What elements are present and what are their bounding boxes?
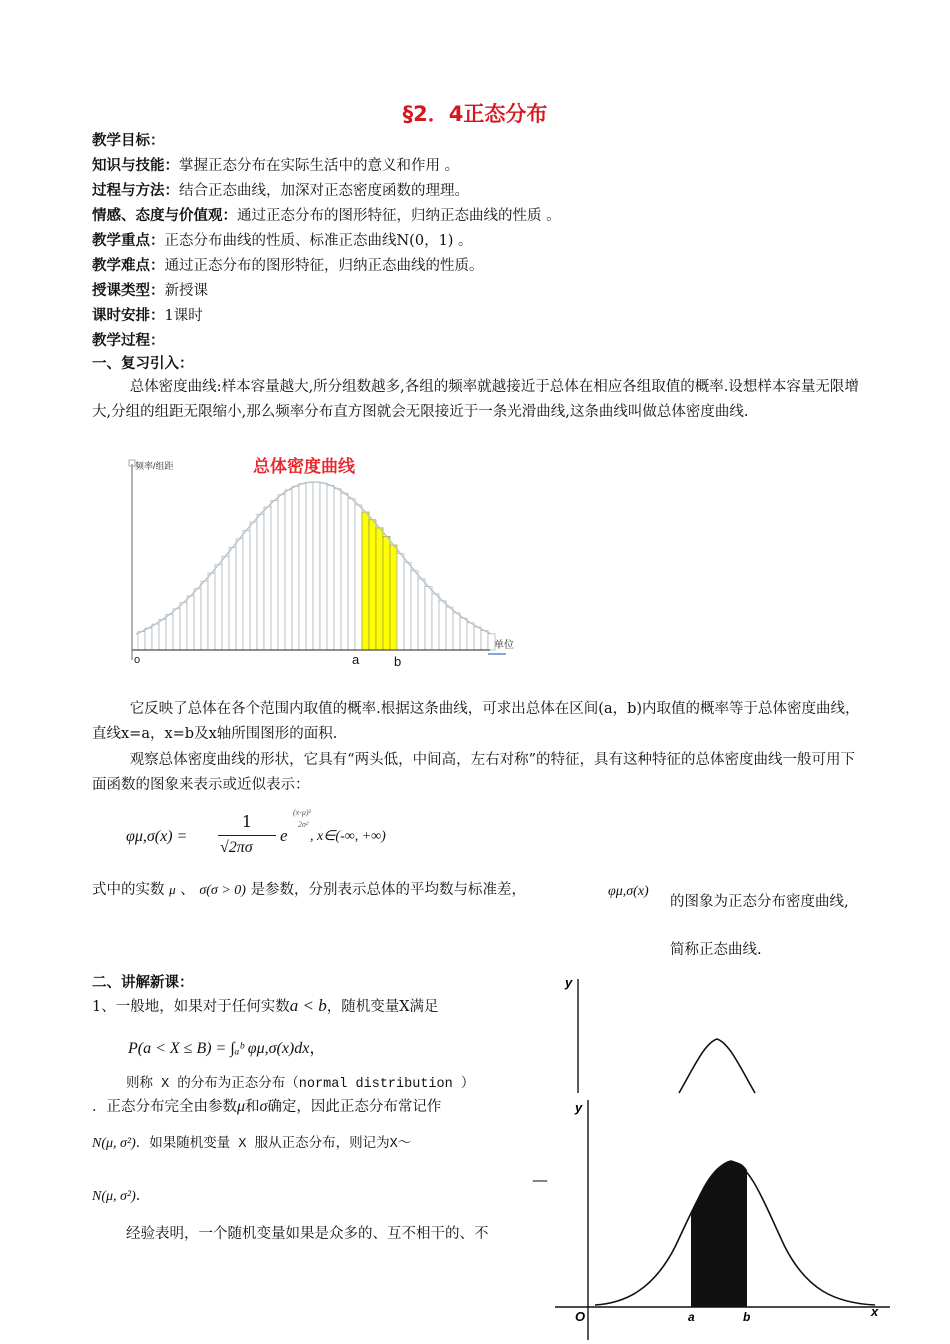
bottom-a-label: a (688, 1310, 695, 1324)
b-label: b (394, 654, 402, 669)
histogram-bar (257, 514, 264, 650)
paragraph-7: N(μ, σ²)． (92, 1188, 151, 1204)
histogram-bar (166, 614, 173, 650)
paragraph-5-line-1: 则称 X 的分布为正态分布（normal distribution ） (126, 1077, 475, 1092)
histogram-bar (460, 618, 467, 650)
histogram-bar (159, 620, 166, 650)
bottom-y-label: y (575, 1100, 583, 1115)
meta-line (92, 331, 165, 351)
formula-denominator: √2πσ (220, 839, 253, 856)
formula-domain: , x∈(-∞, +∞) (310, 829, 386, 844)
formula-base: e (280, 826, 288, 845)
histogram-bar (299, 484, 306, 650)
histogram-bar (327, 485, 334, 650)
fraction-bar (218, 835, 276, 836)
histogram-bar (411, 571, 418, 650)
histogram-bar (236, 539, 243, 650)
paragraph-3: 观察总体密度曲线的形状，它具有“两头低，中间高，左右对称”的特征，具有这种特征的总体密度曲线一般可用下面函数的图象来表示或近似表示： (92, 752, 856, 793)
histogram-bar (320, 483, 327, 650)
histogram-bar (138, 632, 145, 650)
histogram-bar (229, 547, 236, 650)
meta-text: 正态分布曲线的性质、标准正态曲线N(0，1) 。 (164, 233, 473, 249)
histogram-bar (348, 499, 355, 650)
density-histogram-figure (118, 450, 528, 675)
meta-label: 一、复习引入： (92, 356, 194, 372)
histogram-bar (467, 623, 474, 650)
histogram-bar (264, 507, 271, 650)
x-axis-label: 单位 (494, 640, 514, 651)
histogram-bar (376, 528, 383, 650)
histogram-bar (278, 495, 285, 650)
histogram-bar (383, 536, 390, 650)
intro-paragraph: 总体密度曲线:样本容量越大,所分组数越多,各组的频率就越接近于总体在相应各组取值的概率.设想样本容量无限增大,分组的组距无限缩小,那么频率分布直方图就会无限接近于一条光滑曲线,这条曲线叫做总体密度曲线. (92, 379, 859, 420)
meta-text: 通过正态分布的图形特征，归纳正态曲线的性质 。 (237, 208, 561, 224)
histogram-bar (439, 601, 446, 650)
top-bell-curve (679, 1039, 755, 1093)
paragraph-6: N(μ, σ²)．如果随机变量 X 服从正态分布，则记为X～ (92, 1136, 412, 1152)
histogram-bar (187, 596, 194, 650)
meta-label: 知识与技能： (92, 158, 179, 174)
paragraph-4-line-1: 式中的实数 μ 、 σ(σ > 0) 是参数，分别表示总体的平均数与标准差， (92, 882, 527, 898)
meta-line (92, 306, 203, 326)
histogram-bar (390, 545, 397, 650)
probability-formula: P(a < X ≤ B) = ∫ₐᵇ φμ,σ(x)dx， (128, 1038, 326, 1057)
meta-label: 教学过程： (92, 333, 165, 349)
meta-label: 教学难点： (92, 258, 165, 274)
phi-symbol: φμ,σ(x) (608, 884, 649, 899)
exponent-denominator: 2σ² (298, 820, 309, 829)
histogram-bar (341, 493, 348, 650)
meta-line (92, 281, 208, 301)
histogram-bar (446, 607, 453, 650)
histogram-bar (222, 556, 229, 650)
meta-line (92, 354, 194, 374)
histogram-title: 总体密度曲线 (253, 457, 355, 476)
histogram-bar (474, 627, 481, 650)
histogram-bar (180, 603, 187, 650)
histogram-bar (201, 581, 208, 650)
page-title: §2．4正态分布 (402, 102, 548, 126)
density-formula (126, 808, 426, 868)
histogram-bar (418, 579, 425, 650)
histogram-bar (306, 482, 313, 650)
histogram-bar (292, 486, 299, 650)
histogram-bar (145, 628, 152, 650)
histogram-bar (453, 613, 460, 650)
histogram-bar (194, 589, 201, 650)
meta-text: 掌握正态分布在实际生活中的意义和作用 。 (179, 158, 460, 174)
meta-line (92, 156, 459, 176)
meta-line (92, 131, 165, 151)
paragraph-4-rest: 的图象为正态分布密度曲线,简称正态曲线. (670, 894, 849, 958)
meta-label: 情感、态度与价值观： (92, 208, 237, 224)
meta-text: 新授课 (164, 283, 208, 299)
histogram-bar (334, 489, 341, 650)
top-y-label: y (565, 975, 573, 990)
meta-line (92, 231, 473, 251)
point-1-line: 1、一般地，如果对于任何实数a < b，随机变量X满足 (92, 996, 439, 1015)
origin-label: o (134, 654, 141, 666)
y-axis-label: 频率/组距 (135, 461, 174, 471)
meta-line (92, 181, 469, 201)
paragraph-8: 经验表明，一个随机变量如果是众多的、互不相干的、不 (126, 1226, 489, 1242)
meta-text: 1课时 (164, 308, 203, 324)
histogram-bar (250, 522, 257, 650)
meta-label: 过程与方法： (92, 183, 179, 199)
histogram-bar (313, 482, 320, 650)
histogram-bar (152, 624, 159, 650)
histogram-bar (369, 520, 376, 650)
histogram-bar (271, 500, 278, 650)
exponent-numerator: (x-μ)² (293, 808, 311, 817)
section-2-heading: 二、讲解新课： (92, 975, 194, 991)
formula-numerator: 1 (241, 812, 253, 831)
histogram-bars (138, 482, 495, 650)
bottom-origin-label: O (575, 1309, 586, 1324)
bottom-x-label: x (871, 1304, 879, 1319)
histogram-bar (481, 631, 488, 650)
meta-label: 课时安排： (92, 308, 165, 324)
dash-mark: — (532, 1170, 548, 1189)
formula-lhs: φμ,σ(x) = (126, 828, 188, 845)
meta-text: 结合正态曲线，加深对正态密度函数的理理。 (179, 183, 469, 199)
meta-line (92, 206, 561, 226)
normal-curve-figures (555, 965, 900, 1340)
histogram-bar (397, 554, 404, 650)
histogram-bar (432, 594, 439, 650)
a-label: a (352, 652, 360, 667)
meta-line (92, 256, 484, 276)
meta-label: 授课类型： (92, 283, 165, 299)
histogram-bar (173, 609, 180, 650)
shaded-area (691, 1161, 747, 1307)
histogram-bar (404, 562, 411, 650)
paragraph-2: 它反映了总体在各个范围内取值的概率.根据这条曲线，可求出总体在区间(a，b)内取值的概率等于总体密度曲线，直线x=a，x=b及x轴所围图形的面积. (92, 701, 860, 742)
meta-text: 通过正态分布的图形特征，归纳正态曲线的性质。 (164, 258, 484, 274)
histogram-bar (285, 490, 292, 650)
histogram-bar (355, 505, 362, 650)
histogram-bar (243, 530, 250, 650)
histogram-bar (362, 512, 369, 650)
histogram-bar (425, 587, 432, 650)
meta-label: 教学重点： (92, 233, 165, 249)
paragraph-5-line-2: ．正态分布完全由参数μ和σ确定，因此正态分布常记作 (92, 1098, 442, 1115)
histogram-bar (208, 573, 215, 650)
meta-label: 教学目标： (92, 133, 165, 149)
bottom-b-label: b (743, 1310, 751, 1324)
histogram-bar (215, 565, 222, 650)
